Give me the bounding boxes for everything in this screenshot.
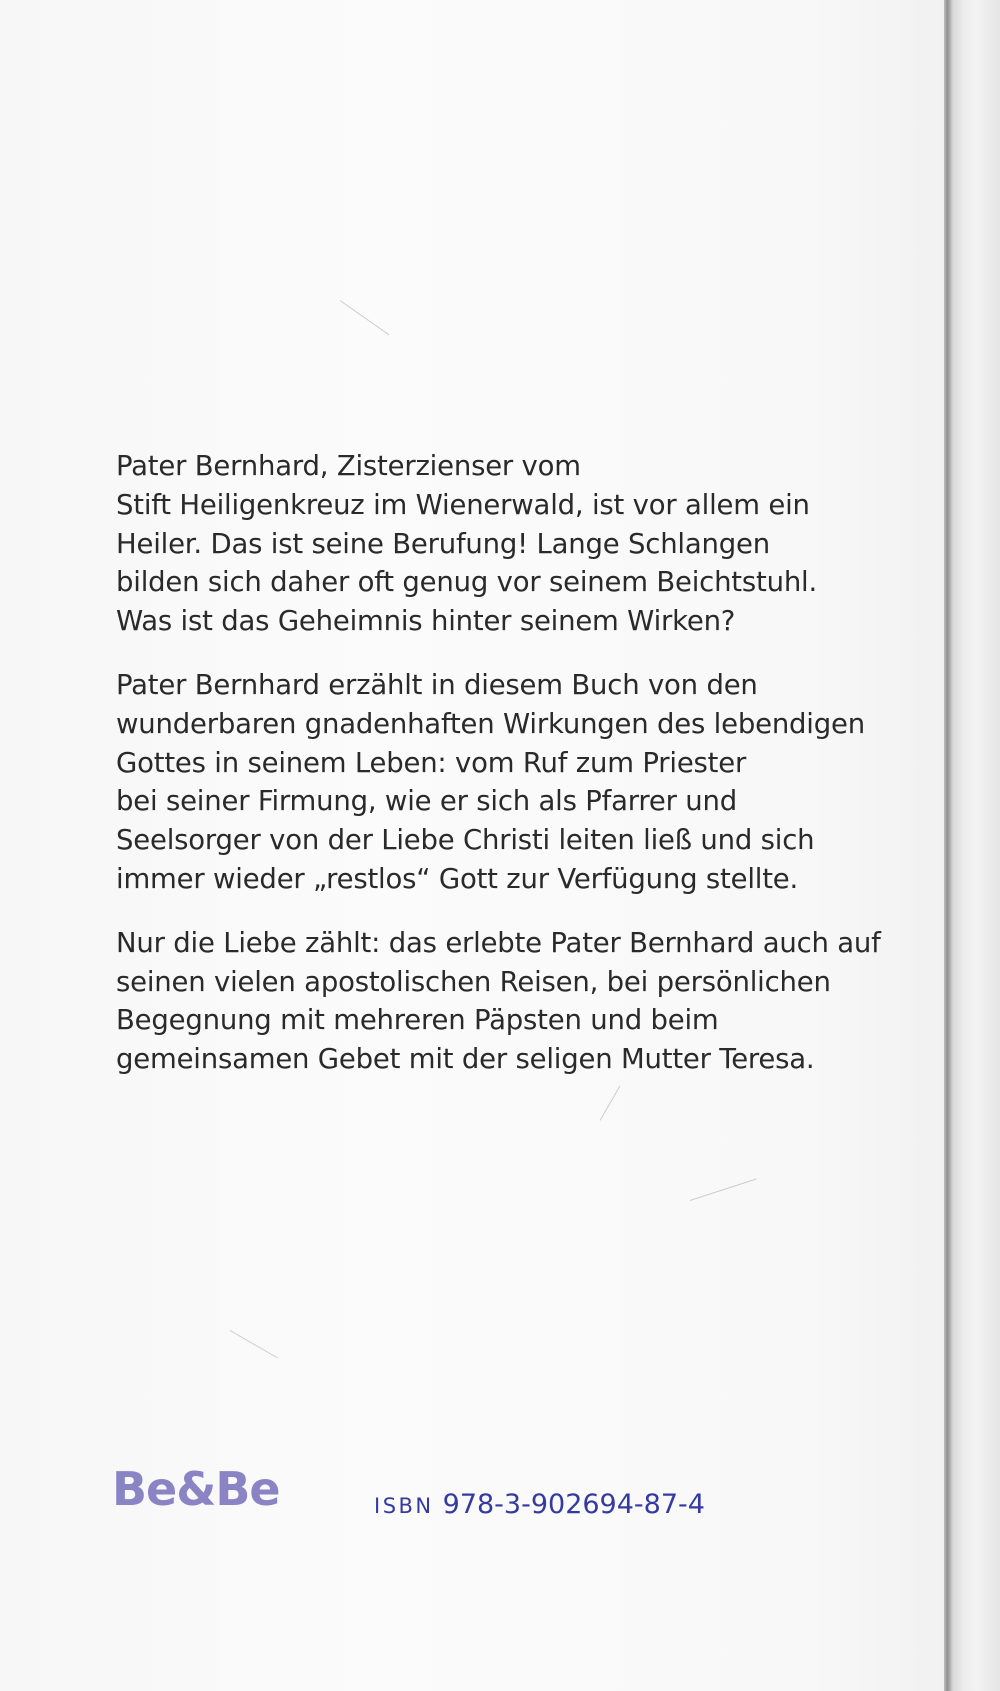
isbn-label: ISBN xyxy=(374,1494,434,1518)
surface-scratch xyxy=(230,1330,278,1358)
blurb-paragraph: Nur die Liebe zählt: das erlebte Pater Bernhard auch auf seinen vielen apostolischen Reisen, bei persönlichen Begegnung mit mehreren Päpsten und beim gemeinsamen Gebet mit der seligen Mutter Teresa. xyxy=(116,926,881,1076)
isbn-number: 978-3-902694-87-4 xyxy=(442,1489,705,1520)
blurb-paragraph: Pater Bernhard erzählt in diesem Buch von den wunderbaren gnadenhaften Wirkungen des lebendigen Gottes in seinem Leben: vom Ruf zum Priester bei seiner Firmung, wie er sich als Pfarrer und Seelsorger von der Liebe Christi leiten ließ und sich immer wieder „restlos“ Gott zur Verfügung stellte. xyxy=(116,668,865,895)
publisher-logo: Be&Be xyxy=(112,1462,280,1516)
book-spine-edge xyxy=(944,0,1000,1691)
isbn xyxy=(374,1491,705,1518)
surface-scratch xyxy=(340,300,390,335)
blurb-text xyxy=(116,447,896,1104)
blurb-paragraph: Pater Bernhard, Zisterzienser vom Stift Heiligenkreuz im Wienerwald, ist vor allem ein Heiler. Das ist seine Berufung! Lange Schlangen bilden sich daher oft genug vor seinem Beichtstuhl. Was ist das Geheimnis hinter seinem Wirken? xyxy=(116,450,818,638)
surface-scratch xyxy=(690,1178,757,1201)
